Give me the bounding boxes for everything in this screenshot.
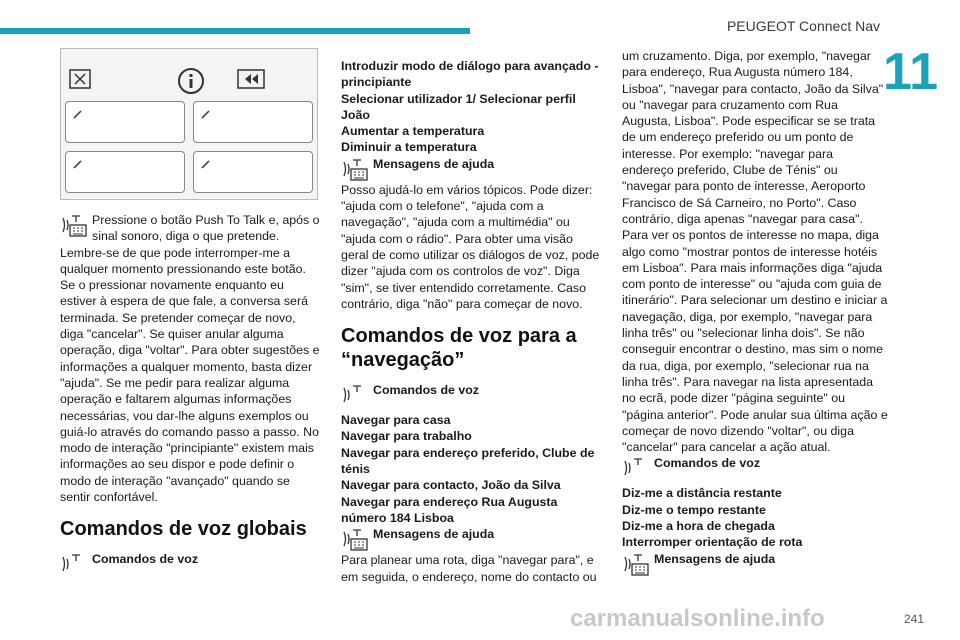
command-line: Diz-me a distância restante [622, 486, 782, 501]
voice-keyboard-icon [341, 526, 369, 552]
command-line: Introduzir modo de diálogo para avançado - principiante [341, 59, 599, 90]
intro-body: Lembre-se de que pode interromper-me a qualquer momento pressionando este botão. Se o pressionar novamente enquanto eu estiver à espera de que fale, a conversa será terminada. Se pretender começar de novo, diga "cancelar". Se quiser anular alguma operação, diga "voltar". Para obter sugestões e informações a qualquer momento, basta dizer "ajuda". Se me pedir para realizar alguma operação e faltarem algumas informações necessárias, vou dar-lhe alguns exemplos ou guiá-lo através do comando passo a passo. No modo de interação "principiante" existem mais informações ao seu dispor e pode definir o modo de interação "avançado" quando se sentir confortável. [60, 245, 320, 505]
command-line: Diminuir a temperatura [341, 140, 477, 155]
voice-commands-label [60, 551, 322, 577]
voice-keyboard-icon [622, 551, 650, 577]
nav-help-continued: um cruzamento. Diga, por exemplo, "navegar para endereço, Rua Augusta número 184, Lisboa", "navegar para contacto, João da Silva" ou "navegar para cruzamento com Rua Augusta, Lisboa". Pode especificar se se trata de um endereço preferido ou um ponto de interesse. Por exemplo: "navegar para endereço preferido, Clube de Ténis" ou "navegar para ponto de interesse, Aeroporto Francisco de Sá Carneiro, no Porto". Caso contrário, diga apenas "navegar para casa". Para ver os pontos de interesse no mapa, diga algo como "mostrar pontos de interesse hotéis em Lisboa". Para mais informações diga "ajuda com ponto de interesse" ou "ajuda com guia de itinerário". Para selecionar um destino e iniciar a navegação, diga, por exemplo, "navegar para linha três" ou "selecionar linha dois". Se não conseguir encontrar o destino, mas sim o nome da rua, diga, por exemplo, "selecionar rua na linha três". Para navegar na lista apresentada no ecrã, pode dizer "página seguinte" ou "página anterior". Pode anular sua última ação e começar de novo dizendo "voltar", ou diga "cancelar" para cancelar a ação atual. [622, 49, 888, 455]
option-card-4 [193, 151, 313, 193]
page-number: 241 [903, 612, 924, 626]
help-label: Mensagens de ajuda [373, 156, 495, 171]
voice-label: Comandos de voz [92, 552, 199, 567]
voice-commands-label [622, 455, 888, 481]
pencil-icon [200, 158, 212, 170]
nav-command: Navegar para contacto, João da Silva [341, 478, 561, 493]
nav-command: Navegar para trabalho [341, 429, 472, 444]
voice-label: Comandos de voz [373, 383, 480, 398]
chapter-number: 11 [883, 43, 938, 101]
command-line: Aumentar a temperatura [341, 124, 485, 139]
heading-global-commands: Comandos de voz globais [60, 518, 307, 541]
option-card-2 [193, 101, 313, 143]
pencil-icon [200, 108, 212, 120]
header-title: PEUGEOT Connect Nav [726, 18, 880, 34]
watermark: carmanualsonline.info [570, 605, 825, 632]
info-icon [177, 67, 205, 95]
column-3 [622, 48, 888, 577]
option-card-3 [65, 151, 185, 193]
help-messages-label [341, 526, 603, 552]
voice-icon [341, 382, 369, 408]
voice-keyboard-icon [341, 156, 369, 182]
command-line: Diz-me a hora de chegada [622, 519, 775, 534]
help-text: Posso ajudá-lo em vários tópicos. Pode dizer: "ajuda com o telefone", "ajuda com a navegação", "ajuda com a multimédia" ou "ajuda com o rádio". Para obter uma visão geral de como utilizar os diálogos de voz, pode dizer "ajuda com os controlos de voz". Diga "sim", se tiver entendido corretamente. Caso contrário, diga "não" para começar de novo. [341, 182, 600, 311]
option-card-1 [65, 101, 185, 143]
voice-keyboard-icon [60, 212, 88, 238]
nav-command: Navegar para endereço preferido, Clube de ténis [341, 445, 595, 477]
nav-command: Navegar para endereço Rua Augusta número 184 Lisboa [341, 494, 558, 525]
help-label: Mensagens de ajuda [373, 527, 495, 542]
exit-icon [69, 69, 91, 89]
help-messages-label [341, 156, 603, 182]
help-text: Para planear uma rota, diga "navegar para", e em seguida, o endereço, nome do contacto ou [341, 553, 597, 584]
voice-label: Comandos de voz [654, 456, 761, 471]
nav-command: Navegar para casa [341, 413, 451, 428]
column-2 [341, 48, 603, 585]
ptt-instruction [60, 212, 322, 245]
help-label: Mensagens de ajuda [654, 551, 776, 566]
command-line: Selecionar utilizador 1/ Selecionar perfil João [341, 91, 576, 122]
column-1 [60, 48, 322, 577]
voice-commands-label [341, 382, 603, 408]
header-accent-bar [0, 28, 470, 34]
help-messages-label [622, 551, 888, 577]
command-line: Interromper orientação de rota [622, 535, 803, 550]
pencil-icon [72, 108, 84, 120]
screen-illustration [60, 48, 318, 200]
voice-icon [60, 551, 88, 577]
back-icon [237, 69, 265, 89]
ptt-text: Pressione o botão Push To Talk e, após o sinal sonoro, diga o que pretende. [92, 213, 320, 244]
pencil-icon [72, 158, 84, 170]
heading-nav-commands: Comandos de voz para a “navegação” [341, 325, 577, 372]
voice-icon [622, 455, 650, 481]
command-line: Diz-me o tempo restante [622, 502, 766, 517]
